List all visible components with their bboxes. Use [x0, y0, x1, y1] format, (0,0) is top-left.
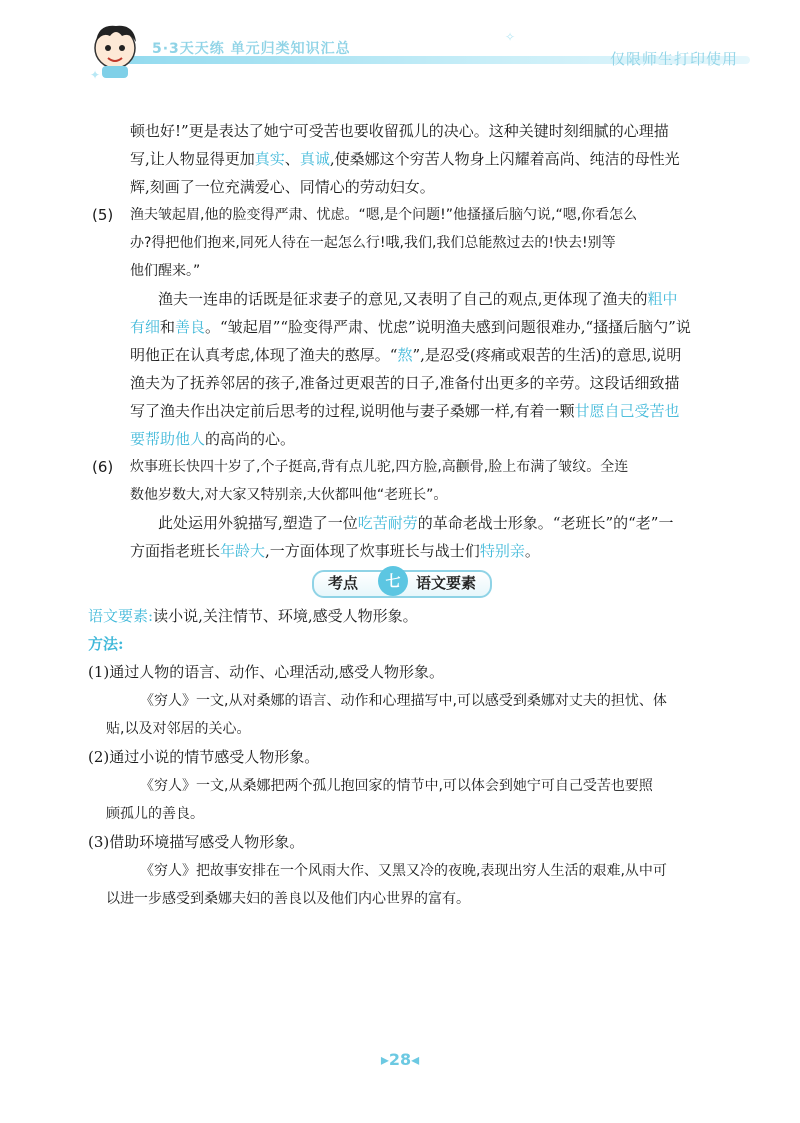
text-line: 辉,刻画了一位充满爱心、同情心的劳动妇女。	[130, 178, 435, 196]
text-line: 明他正在认真考虑,体现了渔夫的憨厚。“熬”,是忍受(疼痛或艰苦的生活)的意思,说明	[130, 346, 682, 364]
method-item: (2)通过小说的情节感受人物形象。	[88, 748, 320, 766]
keyword-highlight: 粗中	[647, 290, 678, 308]
keyword-highlight: 有细	[130, 318, 161, 336]
keyword-highlight: 吃苦耐劳	[357, 514, 418, 532]
method-detail: 以进一步感受到桑娜夫妇的善良以及他们内心世界的富有。	[106, 891, 470, 907]
quote-line: 他们醒来。”	[130, 263, 201, 279]
section-badge	[312, 566, 488, 596]
badge-number: 七	[378, 566, 408, 596]
method-detail: 贴,以及对邻居的关心。	[106, 721, 251, 737]
badge-title: 语文要素	[416, 574, 477, 592]
item-number: (6)	[92, 458, 114, 476]
sparkle-icon: ✧	[505, 30, 516, 44]
page-header	[0, 0, 800, 100]
text-line: 顿也好!”更是表达了她宁可受苦也要收留孤儿的决心。这种关键时刻细腻的心理描	[130, 122, 669, 140]
requirement-label: 语文要素:	[88, 607, 154, 625]
text-line: 方面指老班长年龄大,一方面体现了炊事班长与战士们特别亲。	[130, 542, 540, 560]
method-detail: 《穷人》一文,从对桑娜的语言、动作和心理描写中,可以感受到桑娜对丈夫的担忧、体	[140, 693, 667, 709]
header-note: 仅限师生打印使用	[609, 50, 738, 68]
quote-line: 办?得把他们抱来,同死人待在一起怎么行!哦,我们,我们总能熬过去的!快去!别等	[130, 235, 616, 251]
text-line: 渔夫一连串的话既是征求妻子的意见,又表明了自己的观点,更体现了渔夫的粗中	[158, 290, 678, 308]
quote-line: 炊事班长快四十岁了,个子挺高,背有点儿驼,四方脸,高颧骨,脸上布满了皱纹。全连	[130, 459, 629, 475]
method-detail: 《穷人》把故事安排在一个风雨大作、又黑又冷的夜晚,表现出穷人生活的艰难,从中可	[140, 863, 667, 879]
sparkle-icon: ✦	[90, 68, 101, 82]
text-line: 此处运用外貌描写,塑造了一位吃苦耐劳的革命老战士形象。“老班长”的“老”一	[158, 514, 674, 532]
method-item: (3)借助环境描写感受人物形象。	[88, 833, 305, 851]
item-number: (5)	[92, 206, 114, 224]
method-label: 方法:	[88, 635, 124, 653]
text-line: 有细和善良。“皱起眉”“脸变得严肃、忧虑”说明渔夫感到问题很难办,“搔搔后脑勺”说	[130, 318, 691, 336]
quote-line: 渔夫皱起眉,他的脸变得严肃、忧虑。“嗯,是个问题!”他搔搔后脑勺说,“嗯,你看怎么	[130, 207, 638, 223]
keyword-highlight: 甘愿自己受苦也	[574, 402, 680, 420]
arrow-left-icon: ▸	[380, 1050, 389, 1069]
text-line: 渔夫为了抚养邻居的孩子,准备过更艰苦的日子,准备付出更多的辛劳。这段话细致描	[130, 374, 680, 392]
text-line: 写,让人物显得更加真实、真诚,使桑娜这个穷苦人物身上闪耀着高尚、纯洁的母性光	[130, 150, 680, 168]
keyword-highlight: 真诚	[299, 150, 330, 168]
keyword-highlight: 真实	[254, 150, 285, 168]
keyword-highlight: 善良	[175, 318, 206, 336]
text-line: 要帮助他人的高尚的心。	[130, 430, 296, 448]
requirement-line: 语文要素:读小说,关注情节、环境,感受人物形象。	[88, 607, 418, 625]
keyword-highlight: 熬	[397, 346, 413, 364]
method-item: (1)通过人物的语言、动作、心理活动,感受人物形象。	[88, 663, 445, 681]
badge-label: 考点	[328, 574, 359, 592]
quote-line: 数他岁数大,对大家又特别亲,大伙都叫他“老班长”。	[130, 487, 448, 503]
keyword-highlight: 特别亲	[479, 542, 525, 560]
keyword-highlight: 要帮助他人	[130, 430, 206, 448]
text-line: 写了渔夫作出决定前后思考的过程,说明他与妻子桑娜一样,有着一颗甘愿自己受苦也	[130, 402, 680, 420]
method-detail: 顾孤儿的善良。	[106, 806, 204, 822]
header-title: 5·3天天练 单元归类知识汇总	[152, 41, 351, 57]
keyword-highlight: 年龄大	[220, 542, 266, 560]
page-number: ▸28◂	[380, 1050, 420, 1069]
arrow-right-icon: ◂	[411, 1050, 420, 1069]
method-detail: 《穷人》一文,从桑娜把两个孤儿抱回家的情节中,可以体会到她宁可自己受苦也要照	[140, 778, 653, 794]
